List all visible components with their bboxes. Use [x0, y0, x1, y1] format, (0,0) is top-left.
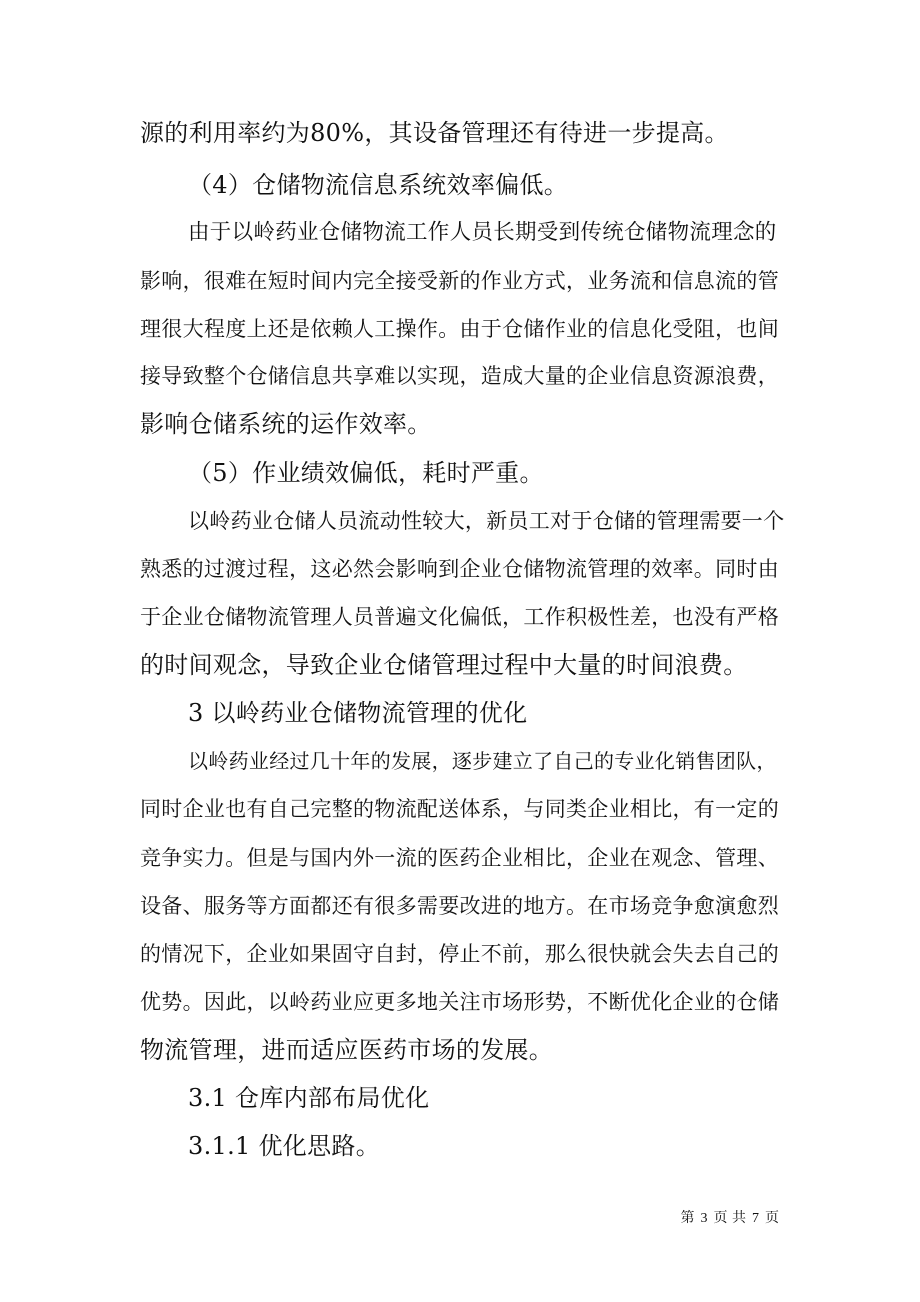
text-line: 同时企业也有自己完整的物流配送体系，与同类企业相比，有一定的 [140, 797, 779, 821]
subheading: （4）仓储物流信息系统效率偏低。 [188, 171, 569, 199]
subsection-heading: 3.1 仓库内部布局优化 [188, 1084, 430, 1112]
text-line: 物流管理，进而适应医药市场的发展。 [140, 1036, 554, 1064]
page-number-prefix: 第 [680, 1210, 695, 1226]
text-line: 以岭药业仓储人员流动性较大，新员工对于仓储的管理需要一个 [188, 509, 785, 533]
text-line: 的时间观念，导致企业仓储管理过程中大量的时间浪费。 [140, 651, 748, 679]
text-line: 以岭药业经过几十年的发展，逐步建立了自己的专业化销售团队， [188, 749, 777, 773]
text-line: 由于以岭药业仓储物流工作人员长期受到传统仓储物流理念的 [188, 220, 777, 245]
section-heading: 3 以岭药业仓储物流管理的优化 [188, 699, 528, 727]
current-page-number: 3 [700, 1211, 708, 1226]
total-page-number: 7 [752, 1211, 759, 1226]
text-line: 接导致整个仓储信息共享难以实现，造成大量的企业信息资源浪费， [140, 364, 779, 388]
page-number-footer [680, 1208, 780, 1229]
text-line: 于企业仓储物流管理人员普遍文化偏低，工作积极性差，也没有严格 [140, 605, 779, 629]
subheading: （5）作业绩效偏低，耗时严重。 [188, 459, 544, 487]
text-line: 影响仓储系统的运作效率。 [140, 410, 432, 438]
text-line: 理很大程度上还是依赖人工操作。由于仓储作业的信息化受阻，也间 [140, 317, 779, 341]
text-line: 竞争实力。但是与国内外一流的医药企业相比，企业在观念、管理、 [140, 846, 779, 870]
page-number-middle: 页 共 [713, 1210, 746, 1226]
text-line: 优势。因此，以岭药业应更多地关注市场形势，不断优化企业的仓储 [140, 990, 779, 1014]
subsection-heading: 3.1.1 优化思路。 [188, 1132, 380, 1160]
text-line: 设备、服务等方面都还有很多需要改进的地方。在市场竞争愈演愈烈 [140, 894, 779, 918]
text-line: 影响，很难在短时间内完全接受新的作业方式，业务流和信息流的管 [140, 269, 779, 293]
text-line: 熟悉的过渡过程，这必然会影响到企业仓储物流管理的效率。同时由 [140, 557, 779, 581]
text-line: 源的利用率约为80%，其设备管理还有待进一步提高。 [140, 119, 729, 147]
text-line: 的情况下，企业如果固守自封，停止不前，那么很快就会失去自己的 [140, 942, 779, 966]
page-number-suffix: 页 [765, 1210, 779, 1226]
